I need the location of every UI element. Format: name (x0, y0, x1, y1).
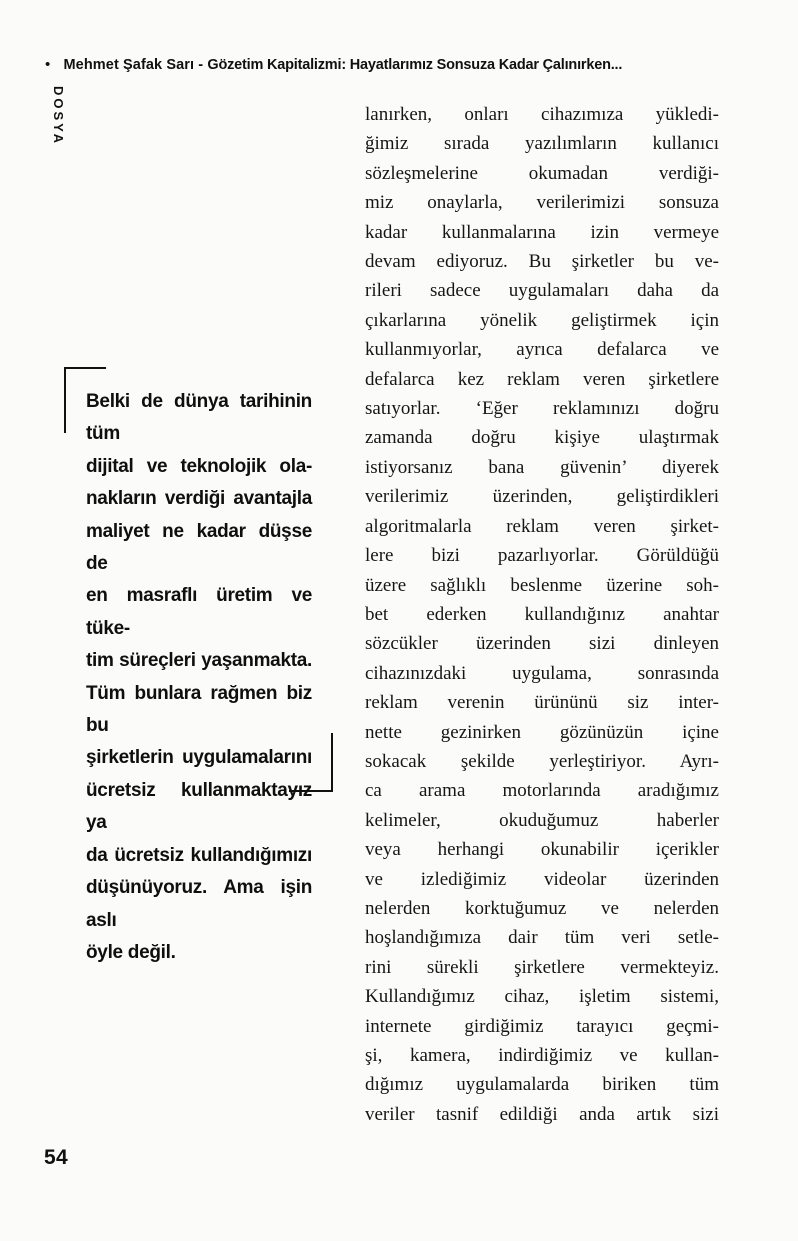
text-line: nette gezinirken gözünüzün içine (365, 721, 719, 743)
text-line: şi, kamera, indirdiğimiz ve kullan- (365, 1045, 719, 1066)
bullet-icon: • (45, 56, 51, 73)
text-line: reklam verenin ürününü siz inter- (365, 692, 719, 714)
text-line: lere bizi pazarlıyorlar. Görüldüğü (365, 545, 719, 567)
text-line: satıyorlar. ‘Eğer reklamınızı doğru (365, 398, 719, 420)
text-line: rini sürekli şirketlere vermekteyiz. (365, 956, 719, 978)
text-line: miz onaylarla, verilerimizi sonsuza (365, 192, 719, 214)
text-line: kadar kullanmalarına izin vermeye (365, 221, 719, 243)
text-line: bet ederken kullandığınız anahtar (365, 603, 719, 625)
text-line: sözleşmelerine okumadan verdiği- (365, 162, 719, 184)
text-line: sokacak şekilde yerleştiriyor. Ayrı- (365, 750, 719, 772)
text-line: şirketlerin uygulamalarını (86, 747, 312, 769)
text-line: dijital ve teknolojik ola- (86, 455, 312, 477)
pull-quote (86, 386, 312, 969)
text-line: veya herhangi okunabilir içerikler (365, 839, 719, 861)
text-line: da ücretsiz kullandığımızı (86, 844, 312, 866)
text-line: istiyorsanız bana güvenin’ diyerek (365, 456, 719, 478)
text-line: veriler tasnif edildiği anda artık sizi (365, 1103, 719, 1125)
text-line: Belki de dünya tarihinin tüm (86, 391, 312, 445)
text-line: düşünüyoruz. Ama işin aslı (86, 877, 312, 931)
text-line: cihazınızdaki uygulama, sonrasında (365, 662, 719, 684)
text-line: verilerimiz üzerinden, geliştirdikleri (365, 486, 719, 508)
body-text-column (365, 100, 719, 1129)
text-line: ğimiz sırada yazılımların kullanıcı (365, 133, 719, 155)
text-line: üzere sağlıklı beslenme üzerine soh- (365, 574, 719, 596)
text-line: ve izlediğimiz videolar üzerinden (365, 868, 719, 890)
text-line: Kullandığımız cihaz, işletim sistemi, (365, 986, 719, 1008)
text-line: sözcükler üzerinden sizi dinleyen (365, 633, 719, 655)
text-line: nelerden korktuğumuz ve nelerden (365, 897, 719, 919)
text-line: ücretsiz kullanmaktayız ya (86, 779, 312, 834)
header-article-title: Gözetim Kapitalizmi: Hayatlarımız Sonsuza Kadar Çalınırken... (207, 57, 623, 73)
section-label-vertical: DOSYA (51, 86, 66, 147)
text-line: devam ediyoruz. Bu şirketler bu ve- (365, 251, 719, 273)
text-line: internete girdiğimiz tarayıcı geçmi- (365, 1015, 719, 1037)
text-line: zamanda doğru kişiye ulaştırmak (365, 427, 719, 449)
text-line: kullanmıyorlar, ayrıca defalarca ve (365, 339, 719, 361)
text-line: öyle değil. (86, 941, 176, 963)
text-line: defalarca kez reklam veren şirketlere (365, 368, 719, 390)
text-line: algoritmalarla reklam veren şirket- (365, 515, 719, 537)
text-line: dığımız uygulamalarda biriken tüm (365, 1074, 719, 1096)
text-line: en masraflı üretim ve tüke- (86, 585, 312, 639)
header-separator: - (198, 57, 208, 73)
text-line: Tüm bunlara rağmen biz bu (86, 682, 312, 737)
header-author: Mehmet Şafak Sarı (63, 57, 195, 73)
text-line: lanırken, onları cihazımıza yükledi- (365, 104, 719, 125)
text-line: tim süreçleri yaşanmakta. (86, 650, 312, 672)
text-line: nakların verdiği avantajla (86, 488, 312, 510)
text-line: ca arama motorlarında aradığımız (365, 780, 719, 802)
text-line: maliyet ne kadar düşse de (86, 520, 312, 575)
text-line: hoşlandığımıza dair tüm veri setle- (365, 927, 719, 949)
page-number: 54 (44, 1146, 68, 1169)
text-line: çıkarlarına yönelik geliştirmek için (365, 309, 719, 331)
text-line: rileri sadece uygulamaları daha da (365, 280, 719, 302)
text-line: kelimeler, okuduğumuz haberler (365, 809, 719, 831)
quote-bracket-bottom-right (289, 733, 333, 792)
running-header (45, 56, 705, 74)
